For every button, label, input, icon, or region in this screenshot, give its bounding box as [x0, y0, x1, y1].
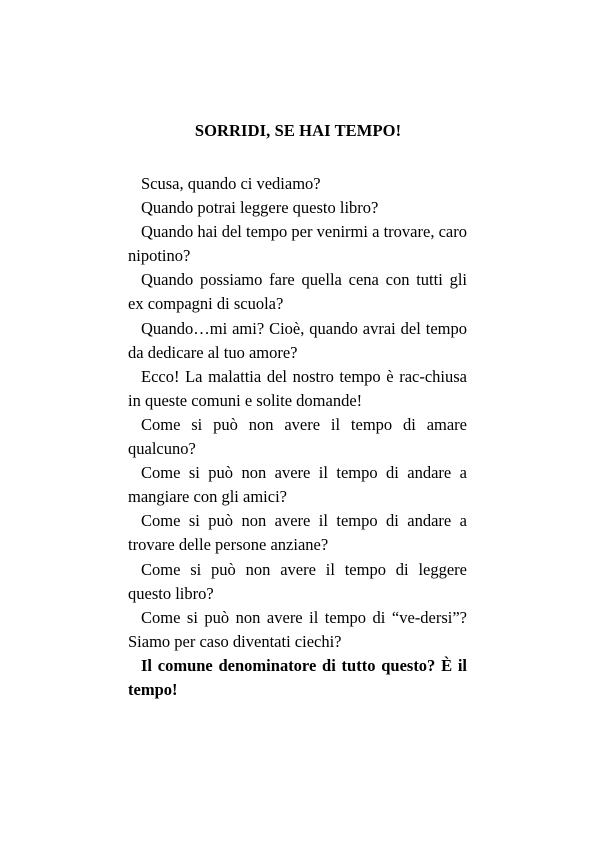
paragraph: Come si può non avere il tempo di andare a mangiare con gli amici?: [128, 463, 467, 507]
paragraph: Come si può non avere il tempo di leggere questo libro?: [128, 559, 467, 603]
paragraph: Come si può non avere il tempo di amare qualcuno?: [128, 414, 467, 459]
chapter-title: SORRIDI, SE HAI TEMPO!: [194, 121, 402, 140]
paragraph: Quando possiamo fare quella cena con tutti gli ex compagni di scuola?: [128, 270, 467, 314]
chapter-body: [128, 172, 467, 702]
paragraph: Come si può non avere il tempo di andare a trovare delle persone anziane?: [128, 511, 467, 555]
paragraph: Quando hai del tempo per venirmi a trovare, caro nipotino?: [128, 222, 467, 266]
paragraph: Quando potrai leggere questo libro?: [141, 198, 379, 218]
paragraph: Ecco! La malattia del nostro tempo è rac-chiusa in queste comuni e solite domande!: [128, 366, 467, 410]
paragraph: Come si può non avere il tempo di “ve-dersi”? Siamo per caso diventati ciechi?: [128, 607, 467, 651]
paragraph-conclusion: Il comune denominatore di tutto questo? È il tempo!: [128, 655, 467, 699]
paragraph: Quando…mi ami? Cioè, quando avrai del tempo da dedicare al tuo amore?: [128, 318, 467, 362]
paragraph: Scusa, quando ci vediamo?: [141, 174, 321, 193]
